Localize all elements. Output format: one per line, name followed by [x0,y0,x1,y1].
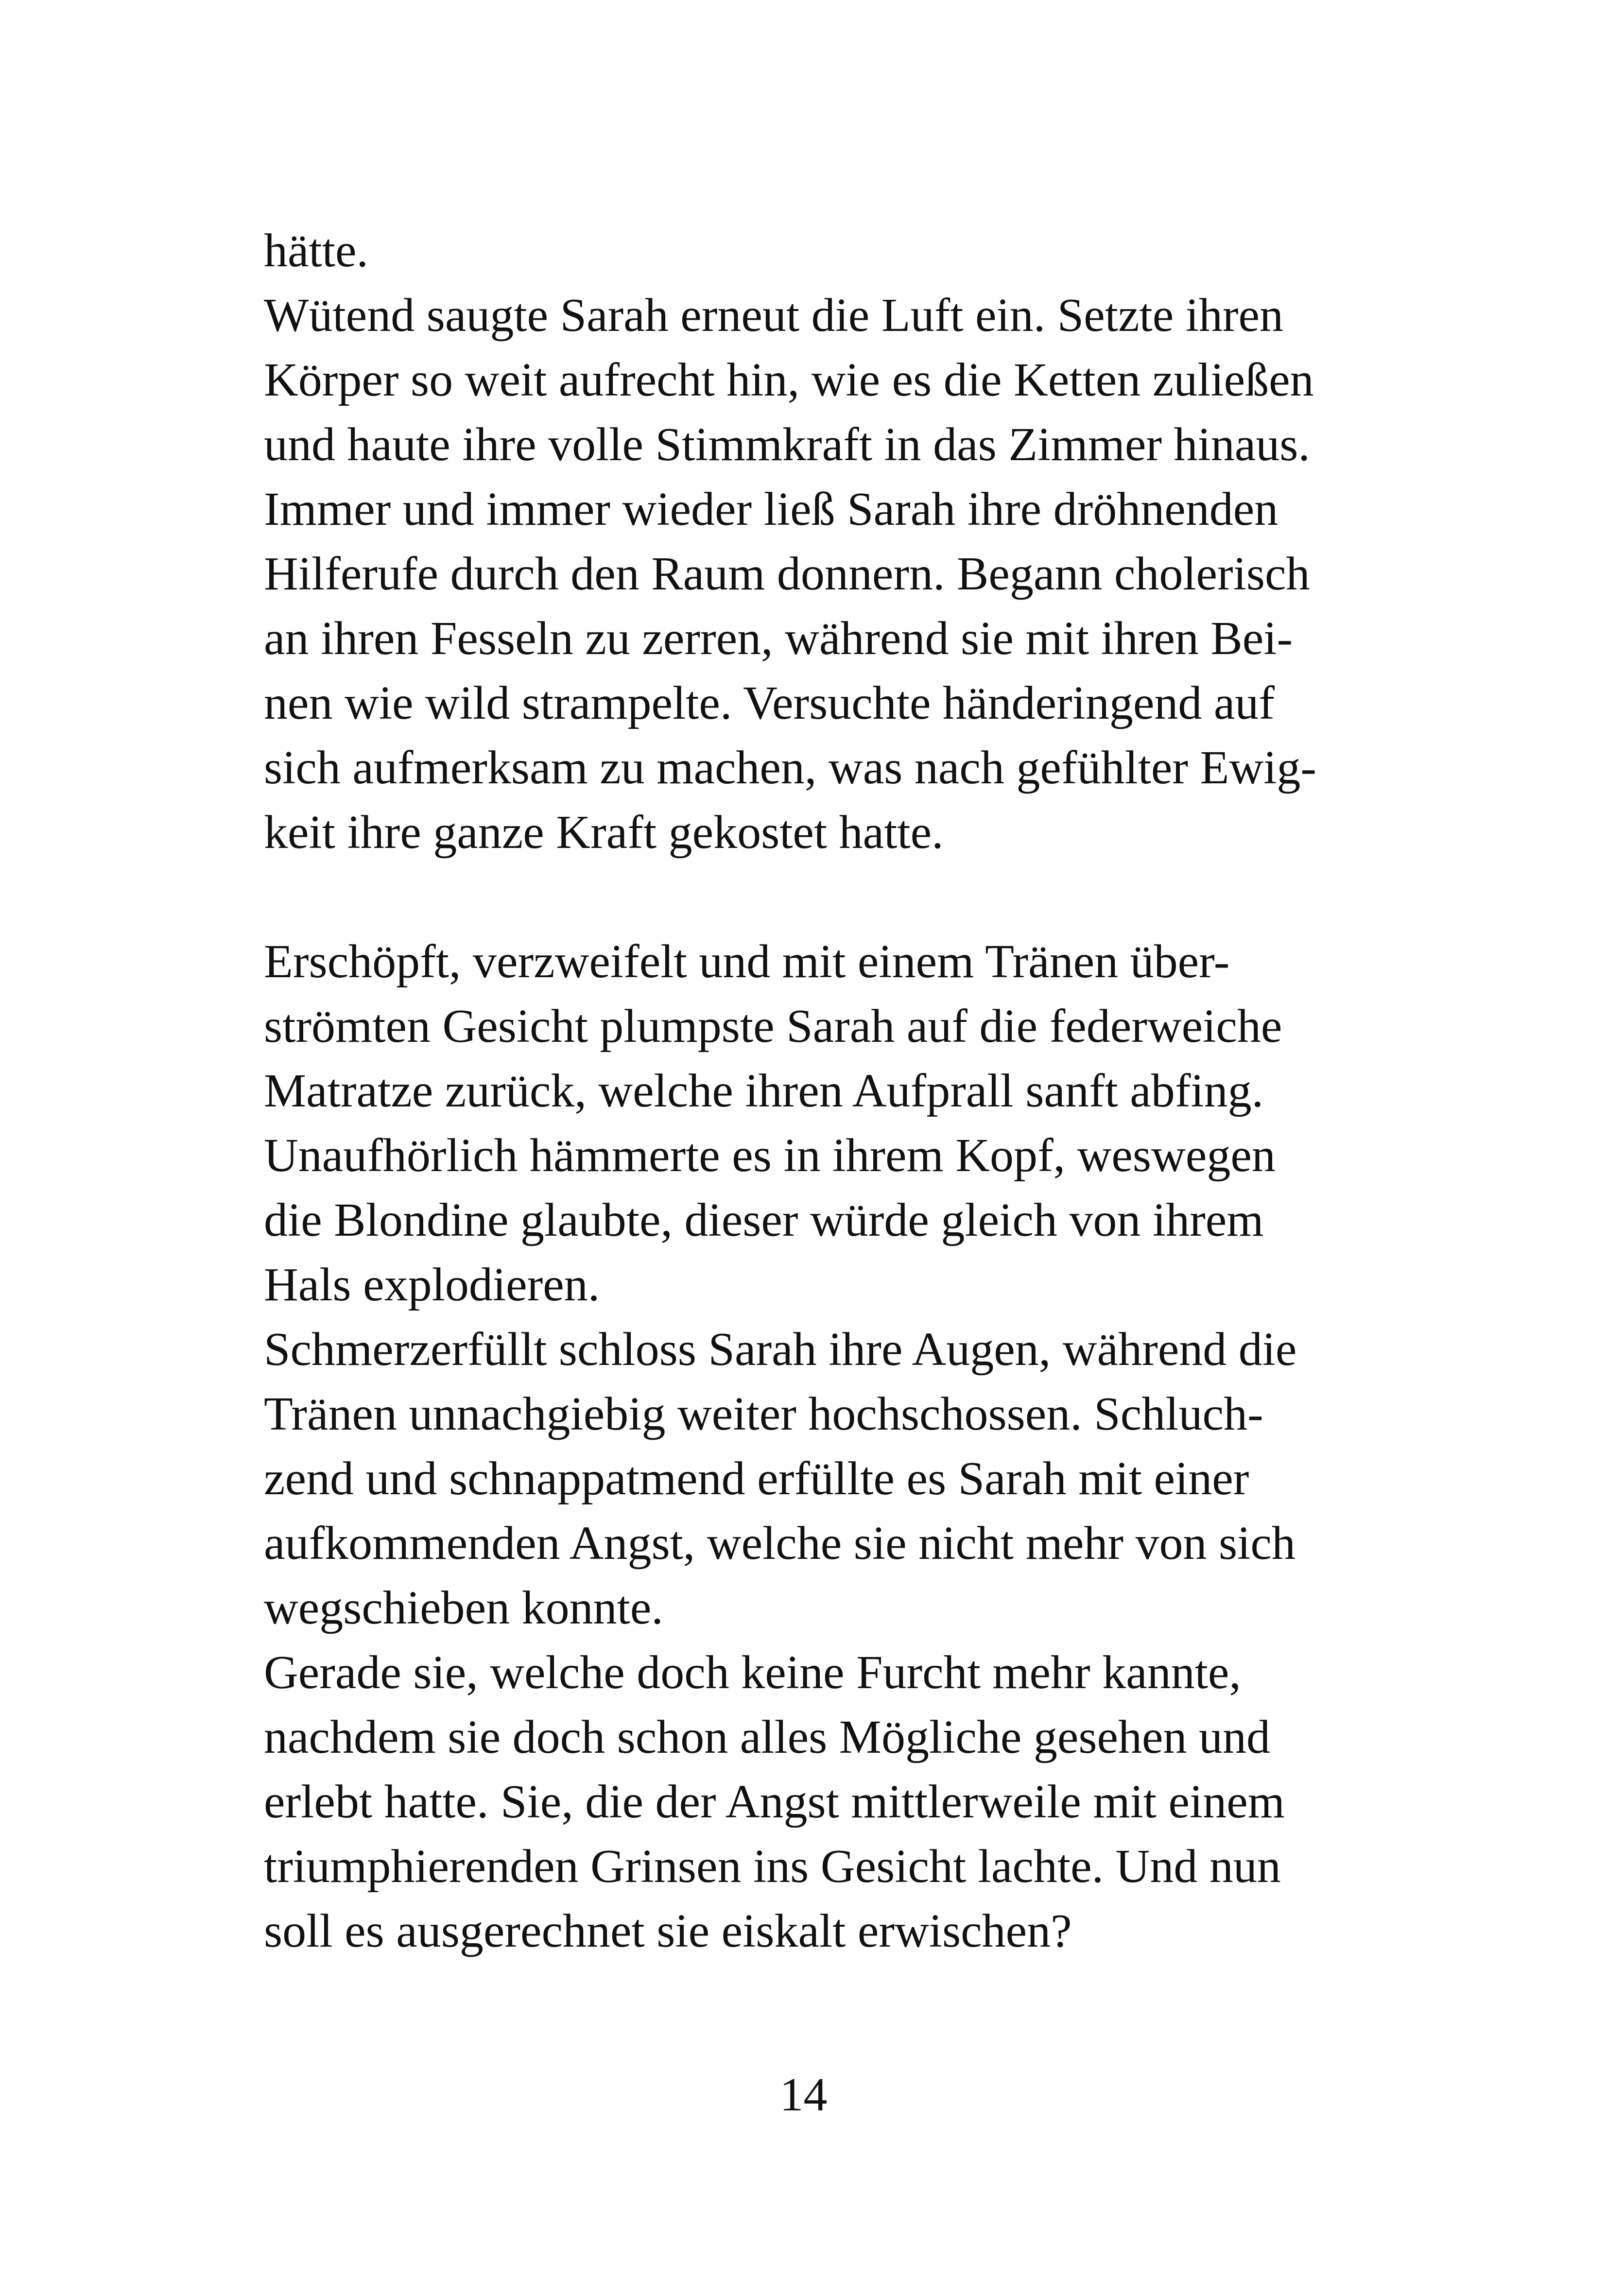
text-line: soll es ausgerechnet sie eiskalt erwischen? [264,1905,1072,1957]
text-line: sich aufmerksam zu machen, was nach gefühlter Ewig- [264,742,1317,794]
text-line: die Blondine glaubte, dieser würde gleich von ihrem [264,1194,1264,1246]
text-line: Tränen unnachgiebig weiter hochschossen. Schluch- [264,1388,1263,1440]
text-line: Gerade sie, welche doch keine Furcht mehr kannte, [264,1646,1241,1699]
text-line: hätte. [264,224,368,277]
text-line: Schmerzerfüllt schloss Sarah ihre Augen, während die [264,1323,1297,1376]
text-line: Hilferufe durch den Raum donnern. Begann cholerisch [264,548,1310,600]
paragraph-break [264,865,1362,930]
text-line: Hals explodieren. [264,1259,600,1311]
text-line: Erschöpft, verzweifelt und mit einem Tränen über- [264,935,1230,988]
text-line: Körper so weit aufrecht hin, wie es die Ketten zuließen [264,354,1314,406]
text-line: triumphierenden Grinsen ins Gesicht lachte. Und nun [264,1840,1281,1893]
text-line: nen wie wild strampelte. Versuchte händeringend auf [264,677,1275,729]
page-number: 14 [779,2069,828,2121]
text-line: erlebt hatte. Sie, die der Angst mittlerweile mit einem [264,1776,1285,1828]
text-line: und haute ihre volle Stimmkraft in das Zimmer hinaus. [264,418,1310,471]
text-line: Immer und immer wieder ließ Sarah ihre dröhnenden [264,483,1279,535]
text-line: wegschieben konnte. [264,1582,663,1634]
text-line: keit ihre ganze Kraft gekostet hatte. [264,806,944,859]
text-line: Matratze zurück, welche ihren Aufprall sanft abfing. [264,1065,1264,1117]
text-line: Unaufhörlich hämmerte es in ihrem Kopf, weswegen [264,1129,1276,1182]
text-line: nachdem sie doch schon alles Mögliche gesehen und [264,1711,1271,1763]
text-line: strömten Gesicht plumpste Sarah auf die federweiche [264,1000,1282,1053]
text-line: an ihren Fesseln zu zerren, während sie mit ihren Bei- [264,612,1293,665]
text-line: aufkommenden Angst, welche sie nicht mehr von sich [264,1517,1296,1570]
text-line: zend und schnappatmend erfüllte es Sarah mit einer [264,1452,1249,1505]
text-line: Wütend saugte Sarah erneut die Luft ein. Setzte ihren [264,289,1284,342]
body-text [264,219,1362,1964]
